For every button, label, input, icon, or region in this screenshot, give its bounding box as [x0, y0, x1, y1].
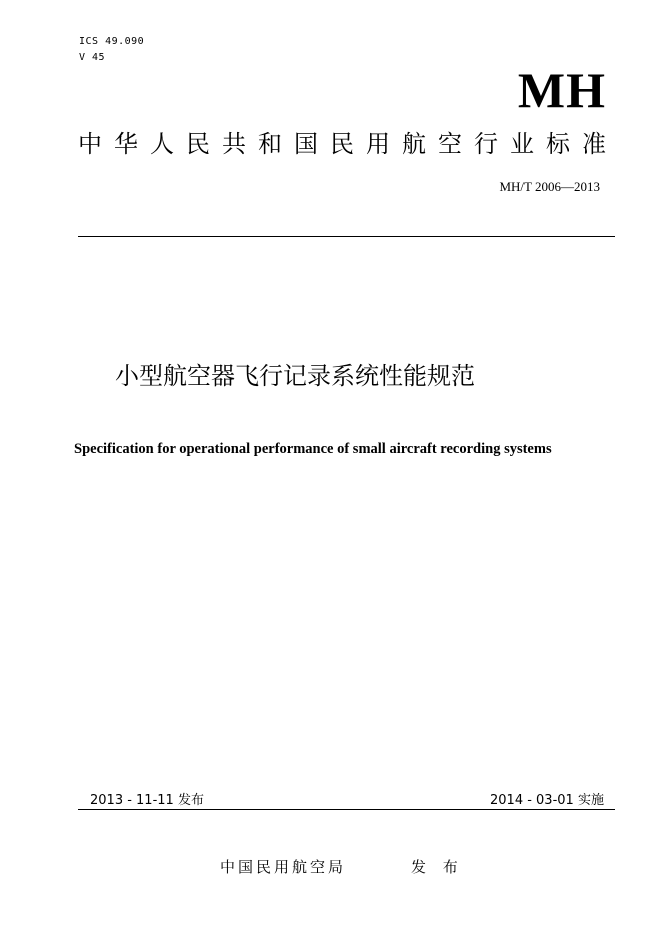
document-title-zh: 小型航空器飞行记录系统性能规范 — [115, 362, 475, 390]
category-code: V 45 — [79, 52, 106, 63]
standard-title: 中华人民共和国民用航空行业标准 — [78, 130, 618, 158]
publish-date: 2013 - 11-11 发布 — [90, 793, 204, 808]
ics-code: ICS 49.090 — [79, 36, 145, 47]
standard-number: MH/T 2006—2013 — [499, 179, 600, 194]
document-title-en: Specification for operational performance of small aircraft recording systems — [74, 441, 552, 457]
issuing-authority: 中国民用航空局 — [220, 858, 347, 876]
header-divider — [78, 236, 615, 237]
implement-date: 2014 - 03-01 实施 — [490, 793, 604, 808]
issue-label: 发 布 — [411, 858, 464, 876]
mh-logo: MH — [517, 62, 606, 118]
footer-divider — [78, 809, 615, 810]
